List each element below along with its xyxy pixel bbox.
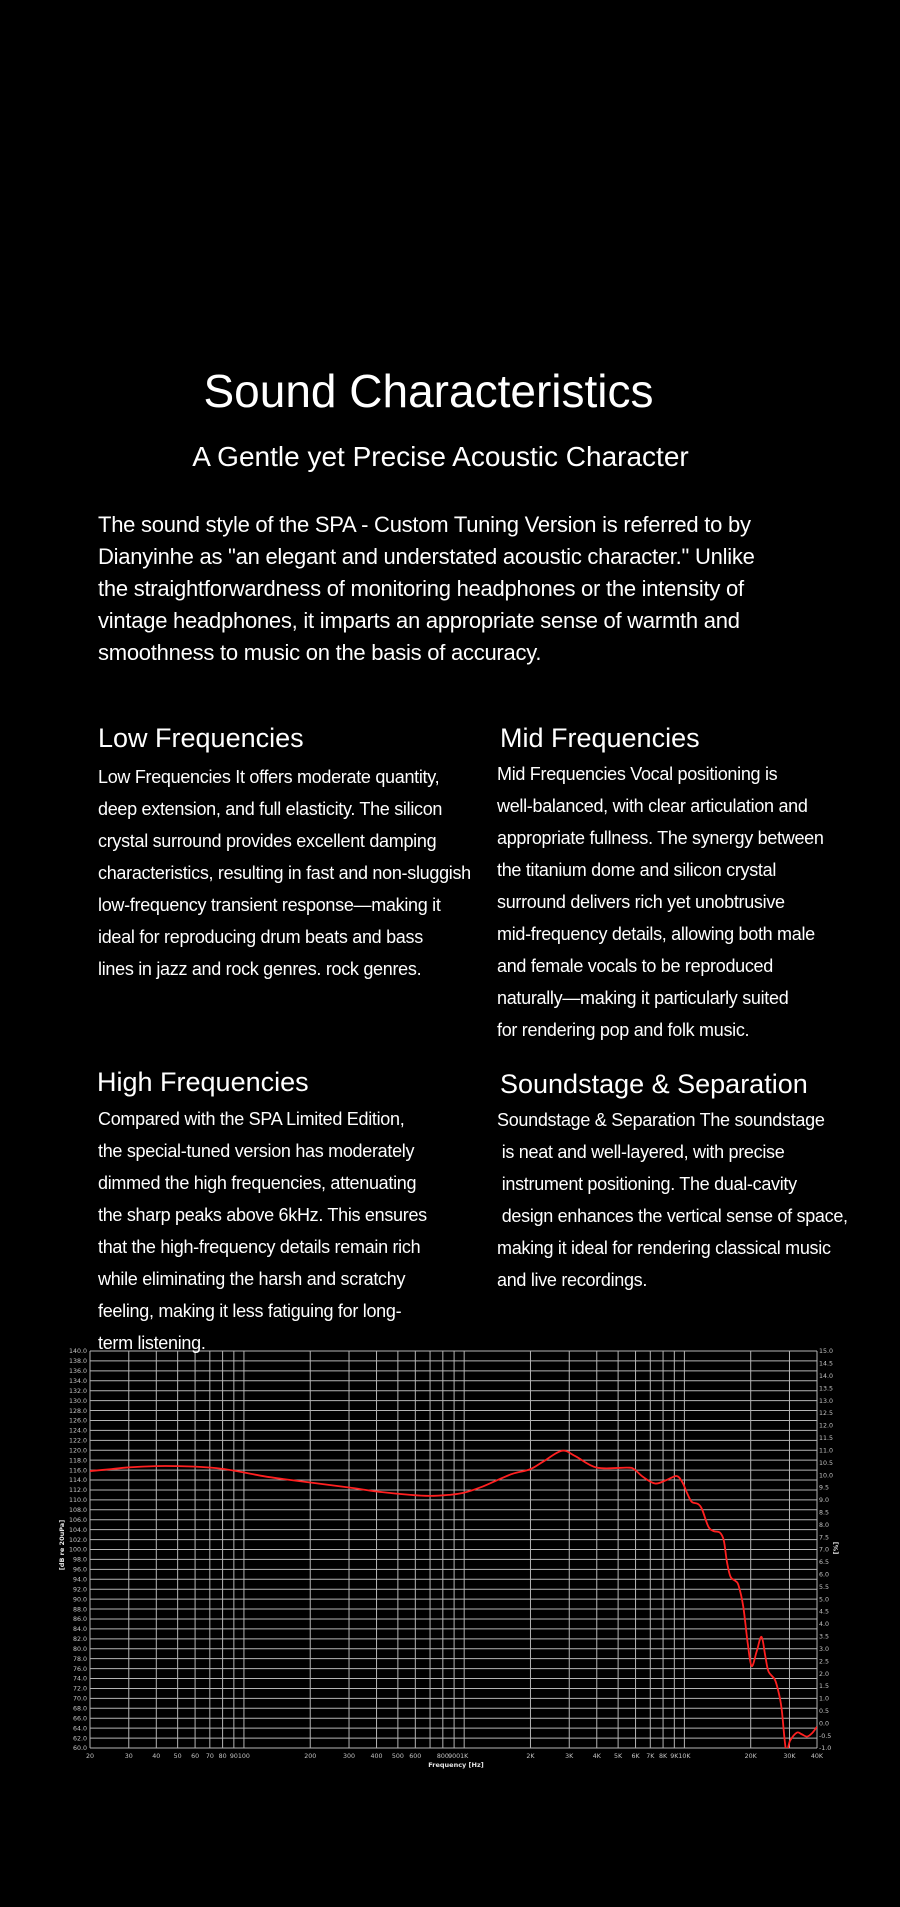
body-line: is neat and well-layered, with precise — [497, 1142, 785, 1162]
page-title: Sound Characteristics — [203, 365, 654, 417]
y2-tick-label: 9.0 — [819, 1497, 830, 1505]
y-tick-label: 104.0 — [68, 1526, 87, 1534]
x-tick-label: 20K — [744, 1753, 757, 1760]
body-line: for rendering pop and folk music. — [497, 1020, 750, 1040]
intro-paragraph — [98, 509, 755, 669]
body-line: term listening. — [98, 1333, 206, 1353]
y-tick-label: 76.0 — [72, 1665, 87, 1673]
y-tick-label: 60.0 — [72, 1745, 87, 1753]
y-tick-label: 110.0 — [68, 1497, 87, 1505]
body-line: design enhances the vertical sense of space, — [497, 1206, 848, 1226]
y-tick-label: 106.0 — [68, 1516, 87, 1524]
y-tick-label: 64.0 — [72, 1725, 87, 1733]
y-tick-label: 98.0 — [72, 1556, 87, 1564]
body-line: ideal for reproducing drum beats and bass — [98, 927, 423, 947]
y-tick-label: 82.0 — [72, 1636, 87, 1644]
y2-tick-label: 11.5 — [819, 1435, 834, 1443]
y2-axis-label: [%] — [832, 1541, 840, 1555]
x-tick-label: 800 — [436, 1753, 449, 1760]
y2-tick-label: 0.0 — [819, 1720, 830, 1728]
x-tick-label: 900 — [448, 1753, 461, 1760]
curve-layer — [90, 1451, 817, 1752]
y-tick-label: 100.0 — [68, 1546, 87, 1554]
body-line: instrument positioning. The dual-cavity — [497, 1174, 797, 1194]
body-line: Soundstage & Separation The soundstage — [497, 1110, 825, 1130]
y2-tick-label: 5.0 — [819, 1596, 830, 1604]
body-line: well-balanced, with clear articulation and — [497, 796, 808, 816]
y2-tick-label: 14.0 — [819, 1373, 834, 1381]
body-line: low-frequency transient response—making it — [98, 895, 441, 915]
y2-tick-label: 1.0 — [819, 1695, 830, 1703]
y2-tick-label: 3.0 — [819, 1645, 830, 1653]
y-tick-label: 118.0 — [68, 1457, 87, 1465]
y-tick-label: 108.0 — [68, 1507, 87, 1514]
y-tick-label: 86.0 — [72, 1616, 87, 1624]
x-tick-label: 1K — [460, 1753, 469, 1760]
body-line: lines in jazz and rock genres. rock genres. — [98, 959, 422, 979]
intro-line: The sound style of the SPA - Custom Tuning Version is referred to by — [98, 512, 751, 537]
mid-frequencies-body — [497, 758, 824, 1046]
y-tick-label: 120.0 — [68, 1447, 87, 1455]
y-tick-label: 140.0 — [68, 1348, 87, 1356]
y2-tick-label: 1.5 — [819, 1683, 830, 1691]
frequency-response-chart — [0, 1330, 900, 1790]
y-tick-label: 94.0 — [72, 1576, 87, 1584]
y2-tick-label: 14.5 — [819, 1360, 834, 1368]
y2-tick-label: 11.0 — [819, 1447, 834, 1455]
x-tick-label: 5K — [614, 1753, 623, 1760]
body-line: deep extension, and full elasticity. The silicon — [98, 799, 443, 819]
y2-tick-label: 6.5 — [819, 1559, 830, 1567]
x-axis-label: Frequency [Hz] — [428, 1761, 484, 1769]
y-tick-label: 130.0 — [68, 1397, 87, 1405]
y2-tick-label: 7.5 — [819, 1534, 830, 1542]
grid — [90, 1351, 817, 1748]
x-tick-label: 50 — [173, 1753, 182, 1760]
y2-tick-label: 3.5 — [819, 1633, 830, 1641]
y2-tick-label: 9.5 — [819, 1484, 830, 1492]
y-tick-label: 116.0 — [68, 1467, 87, 1475]
body-line: making it ideal for rendering classical music — [497, 1238, 831, 1258]
y2-tick-label: 7.0 — [819, 1546, 830, 1554]
y2-tick-label: 8.0 — [819, 1521, 830, 1529]
x-tick-label: 30K — [783, 1753, 796, 1760]
x-tick-label: 6K — [631, 1753, 640, 1760]
body-line: the sharp peaks above 6kHz. This ensures — [98, 1205, 427, 1225]
high-frequencies-heading: High Frequencies — [97, 1067, 309, 1097]
y-tick-label: 102.0 — [68, 1536, 87, 1544]
body-line: surround delivers rich yet unobtrusive — [497, 892, 785, 912]
intro-line: smoothness to music on the basis of accuracy. — [98, 640, 542, 665]
x-tick-label: 40K — [810, 1753, 824, 1760]
intro-line: vintage headphones, it imparts an appropriate sense of warmth and — [98, 608, 740, 633]
y2-tick-label: 2.5 — [819, 1658, 830, 1666]
x-tick-label: 30 — [124, 1753, 133, 1760]
y2-tick-label: 8.5 — [819, 1509, 830, 1517]
body-line: feeling, making it less fatiguing for long- — [98, 1301, 402, 1321]
x-tick-label: 500 — [391, 1753, 404, 1760]
y-tick-label: 96.0 — [72, 1566, 87, 1574]
y-tick-label: 92.0 — [72, 1586, 87, 1594]
body-line: the titanium dome and silicon crystal — [497, 860, 777, 880]
body-line: Mid Frequencies Vocal positioning is — [497, 764, 778, 784]
x-tick-label: 3K — [565, 1753, 574, 1760]
x-tick-label: 7K — [646, 1753, 655, 1760]
y-tick-label: 122.0 — [68, 1437, 87, 1445]
intro-line: Dianyinhe as "an elegant and understated acoustic character." Unlike — [98, 544, 755, 569]
y2-tick-label: 13.0 — [819, 1397, 834, 1405]
y-tick-label: 126.0 — [68, 1417, 87, 1425]
y2-tick-label: 4.0 — [819, 1621, 830, 1629]
y-tick-label: 112.0 — [68, 1487, 87, 1495]
x-tick-label: 40 — [152, 1753, 161, 1760]
x-tick-label: 10K — [678, 1753, 691, 1760]
mid-frequencies-heading: Mid Frequencies — [500, 723, 700, 753]
x-tick-label: 2K — [526, 1753, 535, 1760]
body-line: and live recordings. — [497, 1270, 648, 1290]
y2-tick-label: 0.5 — [819, 1707, 830, 1715]
y-tick-label: 62.0 — [72, 1735, 87, 1743]
y-tick-label: 132.0 — [68, 1387, 87, 1395]
y-tick-label: 72.0 — [72, 1685, 87, 1693]
x-tick-label: 8K — [658, 1753, 668, 1760]
body-line: naturally—making it particularly suited — [497, 988, 789, 1008]
y-tick-label: 88.0 — [72, 1606, 87, 1614]
soundstage-heading: Soundstage & Separation — [500, 1069, 808, 1099]
y-tick-label: 84.0 — [72, 1626, 87, 1634]
body-line: Low Frequencies It offers moderate quantity, — [98, 767, 440, 787]
y2-tick-label: 4.5 — [819, 1608, 830, 1616]
body-line: dimmed the high frequencies, attenuating — [98, 1173, 417, 1193]
y-axis-label: [dB re 20uPa] — [58, 1519, 66, 1571]
y-tick-label: 80.0 — [72, 1645, 87, 1653]
x-tick-label: 4K — [592, 1753, 601, 1760]
y-tick-label: 70.0 — [72, 1695, 87, 1703]
y-tick-label: 124.0 — [68, 1427, 87, 1435]
x-tick-label: 300 — [343, 1753, 356, 1760]
high-frequencies-body — [98, 1103, 427, 1359]
low-frequencies-heading: Low Frequencies — [98, 723, 304, 753]
intro-line: the straightforwardness of monitoring headphones or the intensity of — [98, 576, 744, 601]
y2-tick-label: -0.5 — [819, 1732, 832, 1740]
y2-tick-label: 13.5 — [819, 1385, 834, 1393]
y2-tick-label: 10.5 — [819, 1459, 834, 1467]
y-tick-label: 138.0 — [68, 1358, 87, 1366]
x-tick-label: 20 — [85, 1753, 95, 1760]
y-tick-label: 90.0 — [72, 1596, 87, 1604]
y-tick-label: 134.0 — [68, 1377, 87, 1385]
x-tick-label: 60 — [191, 1753, 200, 1760]
x-tick-label: 80 — [218, 1753, 227, 1760]
y-tick-label: 66.0 — [72, 1715, 87, 1723]
y2-tick-label: 12.5 — [819, 1410, 834, 1418]
body-line: characteristics, resulting in fast and non-sluggish — [98, 863, 471, 883]
y2-tick-label: 15.0 — [819, 1348, 834, 1356]
y2-tick-label: 2.0 — [819, 1670, 830, 1678]
body-line: appropriate fullness. The synergy between — [497, 828, 824, 848]
y2-tick-label: 6.0 — [819, 1571, 830, 1579]
x-tick-label: 600 — [409, 1753, 422, 1760]
y2-tick-label: 5.5 — [819, 1583, 830, 1591]
frequency-response-curve — [90, 1451, 817, 1752]
body-line: while eliminating the harsh and scratchy — [98, 1269, 406, 1289]
y-tick-label: 74.0 — [72, 1675, 87, 1683]
page-subtitle: A Gentle yet Precise Acoustic Character — [192, 441, 689, 472]
y-tick-label: 68.0 — [72, 1705, 87, 1713]
body-line: that the high-frequency details remain rich — [98, 1237, 421, 1257]
x-tick-label: 100 — [237, 1753, 250, 1760]
body-line: crystal surround provides excellent damping — [98, 831, 437, 851]
y-tick-label: 128.0 — [68, 1407, 87, 1415]
y2-tick-label: 10.0 — [819, 1472, 834, 1480]
low-frequencies-body — [98, 761, 471, 985]
x-tick-label: 200 — [304, 1753, 317, 1760]
y2-tick-label: 12.0 — [819, 1422, 834, 1430]
x-tick-label: 70 — [205, 1753, 214, 1760]
x-tick-label: 90 — [229, 1753, 238, 1760]
body-line: and female vocals to be reproduced — [497, 956, 773, 976]
x-tick-label: 9K — [670, 1753, 679, 1760]
body-line: the special-tuned version has moderately — [98, 1141, 415, 1161]
y-tick-label: 136.0 — [68, 1368, 87, 1376]
x-tick-label: 400 — [370, 1753, 383, 1760]
soundstage-body — [497, 1104, 848, 1296]
y-tick-label: 78.0 — [72, 1655, 87, 1663]
y-tick-label: 114.0 — [68, 1477, 87, 1485]
y2-tick-label: -1.0 — [819, 1745, 832, 1753]
body-line: Compared with the SPA Limited Edition, — [98, 1109, 405, 1129]
body-line: mid-frequency details, allowing both male — [497, 924, 815, 944]
